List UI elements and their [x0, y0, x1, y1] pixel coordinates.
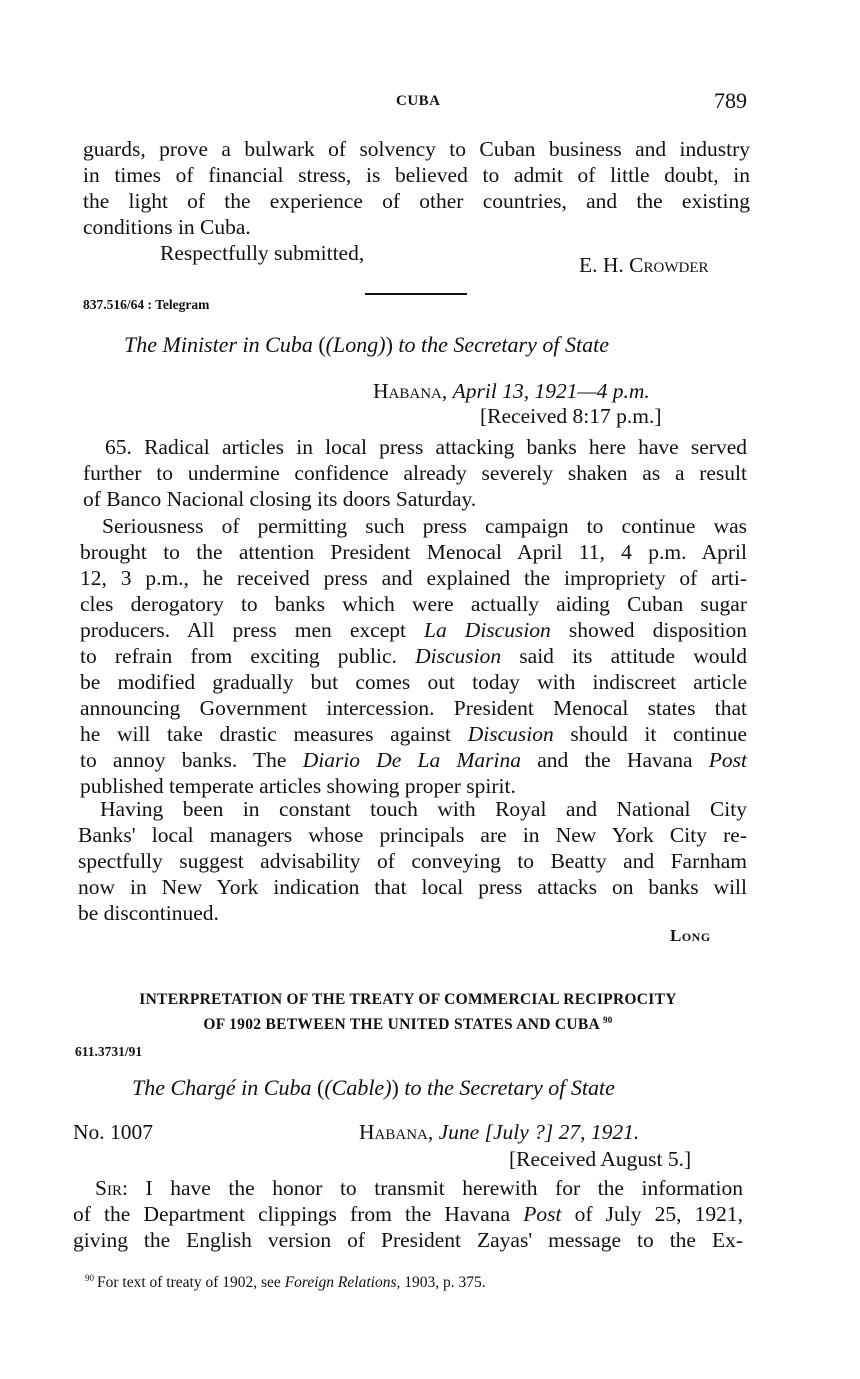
text-run: I have the honor to transmit herewith for the information: [145, 1176, 744, 1200]
text-run: showed disposition: [568, 618, 747, 642]
running-header: CUBA: [396, 93, 441, 109]
heading-paren: ((Cable)): [316, 1075, 399, 1100]
heading-name: (Cable): [324, 1075, 392, 1100]
text-line: 12, 3 p.m., he received press and explained the impropriety of arti-: [80, 566, 747, 590]
footnote-text: For text of treaty of 1902, see: [97, 1274, 281, 1292]
dateline: [359, 1120, 639, 1145]
text-line: [73, 1175, 743, 1201]
text-run: of July 25, 1921,: [574, 1202, 743, 1226]
heading-text: OF 1902 BETWEEN THE UNITED STATES AND CUBA: [203, 1016, 600, 1034]
heading-paren: ((Long)): [318, 332, 393, 357]
salutation: Sir:: [95, 1176, 128, 1200]
text-run: should it continue: [570, 722, 747, 746]
document-heading: [132, 1075, 615, 1101]
text-line: of Banco Nacional closing its doors Saturday.: [83, 487, 477, 511]
text-line: conditions in Cuba.: [83, 215, 251, 239]
heading-line: [74, 1010, 742, 1035]
heading-name: (Long): [325, 332, 386, 357]
footnote: [85, 1273, 486, 1292]
text-run: to refrain from exciting public.: [80, 644, 397, 668]
text-line: announcing Government intercession. President Menocal states that: [80, 696, 747, 720]
document-number: No. 1007: [73, 1120, 154, 1144]
date: April 13, 1921—4 p.m.: [452, 379, 650, 403]
text-run: and the Havana: [537, 748, 693, 772]
text-line: giving the English version of President Zayas' message to the Ex-: [73, 1228, 743, 1252]
text-line: further to undermine confidence already severely shaken as a result: [83, 461, 747, 485]
text-line: [80, 747, 747, 773]
newspaper-name: Discusion: [467, 722, 554, 746]
text-line: [73, 1201, 743, 1227]
telegram-paragraph-3: [78, 796, 747, 926]
text-line: [80, 643, 747, 669]
signature-crowder: E. H. Crowder: [579, 253, 709, 277]
place-name: Habana,: [359, 1120, 434, 1144]
heading-part: The Minister in Cuba: [124, 332, 313, 357]
text-line: [80, 617, 747, 643]
text-line: be discontinued.: [78, 901, 219, 925]
text-run: to annoy banks. The: [80, 748, 287, 772]
file-reference: 611.3731/91: [75, 1044, 143, 1059]
text-line: Seriousness of permitting such press campaign to continue was: [102, 514, 747, 538]
text-line: the light of the experience of other countries, and the existing: [83, 189, 750, 213]
footnote-marker: 90: [85, 1273, 94, 1283]
text-line: Banks' local managers whose principals are in New York City re-: [78, 823, 747, 847]
file-reference: 837.516/64 : Telegram: [83, 297, 210, 312]
text-run: said its attitude would: [519, 644, 747, 668]
text-line: be modified gradually but comes out today with indiscreet article: [80, 670, 747, 694]
text-line: [80, 721, 747, 747]
publication-title: Foreign Relations,: [284, 1274, 401, 1292]
text-line: brought to the attention President Menocal April 11, 4 p.m. April: [80, 540, 747, 564]
heading-part: to the Secretary of State: [398, 332, 609, 357]
text-line: guards, prove a bulwark of solvency to Cuban business and industry: [83, 137, 750, 161]
text-line: now in New York indication that local press attacks on banks will: [78, 875, 747, 899]
text-line: spectfully suggest advisability of conveying to Beatty and Farnham: [78, 849, 747, 873]
newspaper-name: La Discusion: [424, 618, 551, 642]
footnote-marker: 90: [603, 1015, 613, 1025]
section-divider: [365, 293, 467, 295]
text-run: he will take drastic measures against: [80, 722, 452, 746]
text-line: in times of financial stress, is believed to admit of little doubt, in: [83, 163, 750, 187]
dateline: [373, 379, 650, 404]
page-number: 789: [714, 88, 747, 113]
closing-salutation: Respectfully submitted,: [160, 241, 365, 265]
signature-long: Long: [670, 926, 711, 945]
section-heading: [74, 989, 742, 1035]
newspaper-name: Diario De La Marina: [302, 748, 521, 772]
telegram-paragraph-1: [83, 434, 747, 512]
newspaper-name: Post: [523, 1202, 562, 1226]
place-name: Habana,: [373, 379, 448, 403]
heading-part: The Chargé in Cuba: [132, 1075, 312, 1100]
footnote-text: 1903, p. 375.: [404, 1274, 486, 1292]
telegram-paragraph-2: [80, 513, 747, 799]
received-note: [Received 8:17 p.m.]: [480, 404, 662, 428]
received-note: [Received August 5.]: [509, 1147, 692, 1171]
text-run: of the Department clippings from the Havana: [73, 1202, 511, 1226]
heading-line: INTERPRETATION OF THE TREATY OF COMMERCIAL RECIPROCITY: [139, 991, 677, 1008]
letter-paragraph: [73, 1175, 743, 1253]
paragraph-continuation: [83, 136, 750, 240]
text-line: published temperate articles showing proper spirit.: [80, 774, 516, 798]
text-line: Having been in constant touch with Royal and National City: [100, 797, 747, 821]
text-line: cles derogatory to banks which were actually aiding Cuban sugar: [80, 592, 747, 616]
newspaper-name: Post: [708, 748, 748, 772]
date: June [July ?] 27, 1921.: [438, 1120, 640, 1144]
newspaper-name: Discusion: [415, 644, 502, 668]
heading-part: to the Secretary of State: [404, 1075, 615, 1100]
text-run: producers. All press men except: [80, 618, 406, 642]
document-heading: [124, 332, 609, 358]
text-line: 65. Radical articles in local press attacking banks here have served: [105, 435, 747, 459]
